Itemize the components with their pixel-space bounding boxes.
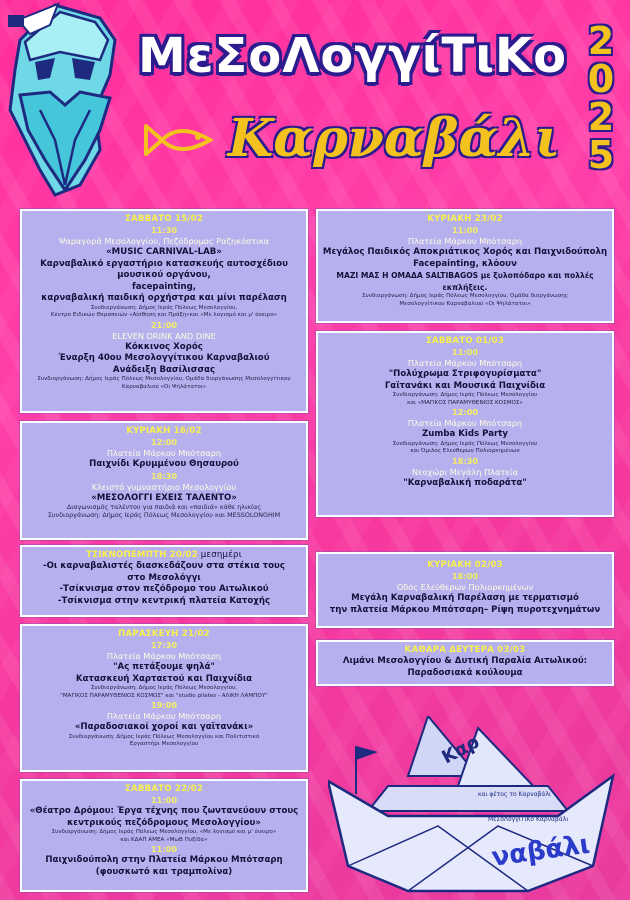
event-description: Facepainting, κλόουν [413,258,517,269]
event-description: στο Μεσολόγγι [127,572,201,583]
event-time: 11:00 [150,795,178,805]
event-time: 18:00 [451,571,479,581]
event-date: ΚΥΡΙΑΚΗ 02/03 [427,560,503,570]
event-time: 11:00 [451,347,479,357]
event-date: ΚΥΡΙΑΚΗ 16/02 [126,426,202,436]
boat-text: Καρ [438,731,483,769]
event-location: ELEVEN DRINK AND DINE [112,330,216,341]
event-description: ΜΑΖΙ ΜΑΣ Η ΟΜΑΔΑ SALTIBAGOS με ξυλοπόδαρο και πολλές [336,271,594,280]
event-description: εκπλήξεις. [442,282,488,292]
pirate-flag-icon [356,746,378,760]
event-time: 11:00 [150,844,178,855]
event-panel-fri-21-02 [20,624,308,772]
event-description: -Οι καρναβαλιστές διασκεδάζουν στα στέκια τους [43,561,285,571]
event-time: 12:00 [150,437,178,447]
event-time: 17:30 [150,640,178,650]
event-panel-sun-23-02 [316,209,614,323]
event-location: Πλατεία Μάρκου Μπότσαρη [407,418,523,429]
event-date: ΚΥΡΙΑΚΗ 23/02 [427,214,503,224]
event-organizers: και «ΜΑΓΙΚΟΣ ΠΑΡΑΜΥΘΕΝΙΟΣ ΚΟΣΜΟΣ» [407,399,523,406]
event-organizers: Συνδιοργάνωση: Δήμος Ιεράς Πόλεως Μεσολογγίου και Πολιτιστικό [68,733,260,740]
event-title: την πλατεία Μάρκου Μπότσαρη– Ρίψη πυροτεχνημάτων [329,604,601,615]
year-digit: 2 [587,19,615,63]
event-organizers: "ΜΑΓΙΚΟΣ ΠΑΡΑΜΥΘΕΝΙΟΣ ΚΟΣΜΟΣ" και "studio pilates - ΑΛΙΚΗ ΛΑΜΠΟΥ" [60,692,268,699]
event-date: ΣΑΒΒΑΤΟ 01/03 [425,336,505,346]
event-organizers: Συνδιοργάνωση: Δήμος Ιεράς Πόλεως Μεσολογγίου [392,392,538,398]
boat-text: ΜεΣοΛογγίΤιΚο Καρναβάλι [488,816,569,823]
event-description: Καρναβαλικό εργαστήριο κατασκευής αυτοσχέδιου [40,258,288,269]
event-organizers: Συνδιοργάνωση: Δήμος Ιεράς Πόλεως Μεσολογγίου, Ομάδα διοργάνωσης Μεσολογγίτικου [37,376,291,383]
event-time: 18:30 [451,455,479,466]
event-description: καρναβαλική παιδική ορχήστρα και μίνι παρέλαση [41,293,287,303]
event-organizers: και Όμιλος Ελεύθερων Πολιορκημένων [410,448,520,455]
boat-text: και φέτος το Καρναβάλι [478,791,551,798]
event-location: Πλατεία Μάρκου Μπότσαρη [407,236,523,246]
event-organizers: Συνδιοργάνωση: Δήμος Ιεράς Πόλεως Μεσολογγίου [392,440,538,447]
event-organizers: Συνδιοργάνωση: Δήμος Ιεράς Πόλεως Μεσολογγίου, [90,304,238,311]
event-title: Παιχνιδούπολη στην Πλατεία Μάρκου Μπότσαρη [45,855,283,866]
event-location: Οδός Ελεύθερων Πολιορκημένων [396,582,534,592]
event-date: ΠΑΡΑΣΚΕΥΗ 21/02 [118,629,210,639]
event-title: «MUSIC CARNIVAL-LAB» [106,247,222,257]
event-time: 21:00 [150,319,178,330]
festival-subtitle: Καρναβάλι [228,108,561,169]
event-title: Μεγάλος Παιδικός Αποκριάτικος Χορός και Παιχνιδούπολη [322,247,608,257]
event-description: Ανάδειξη Βασίλισσας [112,364,216,375]
year-digit: 5 [587,133,615,177]
event-description: Διαγωνισμός ταλέντου για παιδιά και «παιδιά» κάθε ηλικίας [66,503,262,511]
event-panel-sun-02-03 [316,552,614,628]
event-location: Πλατεία Μάρκου Μπότσαρη [106,448,222,458]
event-title: «ΜΕΣΟΛΟΓΓΙ ΕΧΕΙΣ ΤΑΛΕΝΤΟ» [91,492,237,503]
event-organizers: Εργαστήρι Μεσολογγίου [129,741,199,748]
fish-icon [140,120,216,160]
event-time: 11:00 [451,225,479,235]
event-title: κεντρικούς πεζόδρομους Μεσολογγίου» [67,817,261,828]
boat-text: ναβάλι [489,829,592,873]
event-location: Ψαραγορά Μεσολογγίου, Πεζόδρομος Ραζηκόστικα [58,236,270,246]
event-description: -Τσίκνισμα στον πεζόδρομο του Αιτωλικού [59,584,269,594]
event-date: ΚΑΘΑΡΑ ΔΕΥΤΕΡΑ 03/03 [404,645,526,655]
header [0,0,630,205]
event-location: Πλατεία Μάρκου Μπότσαρη [407,358,523,368]
event-organizers: Καρναβαλιού «Οι Ψηλάτατοι» [121,383,207,390]
event-date: ΣΑΒΒΑΤΟ 22/02 [124,784,204,794]
event-organizers: και ΚΔΑΠ ΑΜΕΑ «ΜωΒ Πυξίδα» [120,836,208,843]
year-digit: 2 [587,95,615,139]
event-title: "Ας πετάξουμε ψηλά" [113,662,215,672]
event-description: Γαϊτανάκι και Μουσικά Παιχνίδια [384,380,546,391]
event-date: ΣΑΒΒΑΤΟ 15/02 [124,214,204,224]
event-title: «Θέατρο Δρόμου: Έργα τέχνης που ζωντανεύουν στους [29,806,299,816]
event-description: Κατασκευή Χαρταετού και Παιχνίδια [75,673,253,684]
event-time: 19:00 [150,700,178,711]
year-digit: 0 [587,57,615,101]
event-description: μουσικού οργάνου, [117,270,211,280]
event-organizers: Συνδιοργάνωση: Δήμος Ιεράς Πόλεως Μεσολογγίου, [90,685,238,691]
event-organizers: Μεσολογγίτικου Καρναβαλιού «Οι Ψηλάτατοι» [399,300,531,307]
event-title: Λιμάνι Μεσολογγίου & Δυτική Παραλία Αιτωλικού: [342,656,588,666]
event-organizers: Συνδιοργάνωση: Δήμος Ιεράς Πόλεως Μεσολογγίου, Ομάδα διοργάνωσης [361,293,569,299]
bearded-face-icon [0,0,140,205]
event-panel-sat-01-03 [316,331,614,517]
event-date-suffix: μεσημέρι [197,550,242,560]
event-time: 11:30 [150,225,178,235]
event-location: Πλατεία Μάρκου Μπότσαρη [106,651,222,661]
event-title: Μεγάλη Καρναβαλική Παρέλαση με τερματισμό [351,593,579,603]
event-organizers: Κέντρο Ειδικών Θεραπειών «Αίσθηση και Πράξη»και «Με λογισμό και μ' όνειρο» [50,312,278,319]
event-panel-sat-22-02 [20,779,308,892]
event-description: facepainting, [131,281,197,292]
event-time: 12:00 [451,407,479,418]
event-date [26,550,302,560]
event-time: 18:30 [150,470,178,481]
event-title: "Πολύχρωμα Στριφογυρίσματα" [388,369,542,379]
event-title: Παιχνίδι Κρυμμένου Θησαυρού [89,459,239,469]
event-date-label: ΤΣΙΚΝΟΠΕΜΠΤΗ 20/02 [86,550,198,560]
festival-title: ΜεΣοΛογγίΤιΚο [138,28,568,84]
festival-year [578,19,624,177]
event-location: Κλειστό γυμναστήριο Μεσολογγίου [91,481,237,492]
event-title: «Παραδοσιακοί χοροί και γαϊτανάκι» [74,722,254,733]
event-location: Νεοχώρι Μεγάλη Πλατεία [411,466,518,477]
event-panel-mon-03-03 [316,640,614,686]
event-organizers: Συνδιοργάνωση: Δήμος Ιεράς Πόλεως Μεσολογγίου, «Με λογισμό και μ' όνειρο» [51,829,277,835]
event-title: Κόκκινος Χορός [125,341,203,352]
event-title: Παραδοσιακά κούλουμα [407,667,523,678]
event-panel-sat-15-02 [20,209,308,413]
event-panel-thu-20-02 [20,545,308,617]
event-description: Έναρξη 40ου Μεσολογγίτικου Καρναβαλιού [58,353,270,364]
event-description: (φουσκωτό και τραμπολίνα) [95,866,233,877]
event-location: Πλατεία Μάρκου Μπότσαρη [106,711,222,722]
paper-boat-icon [328,716,618,896]
event-panel-sun-16-02 [20,421,308,540]
event-organizers: Συνδιοργάνωση: Δήμος Ιεράς Πόλεως Μεσολογγίου και MESSOLONGHIM [47,510,281,519]
event-title: "Καρναβαλική ποδαράτα" [403,477,527,488]
event-title: Zumba Kids Party [422,429,508,440]
event-description: -Τσίκνισμα στην κεντρική πλατεία Κατοχής [57,595,271,606]
